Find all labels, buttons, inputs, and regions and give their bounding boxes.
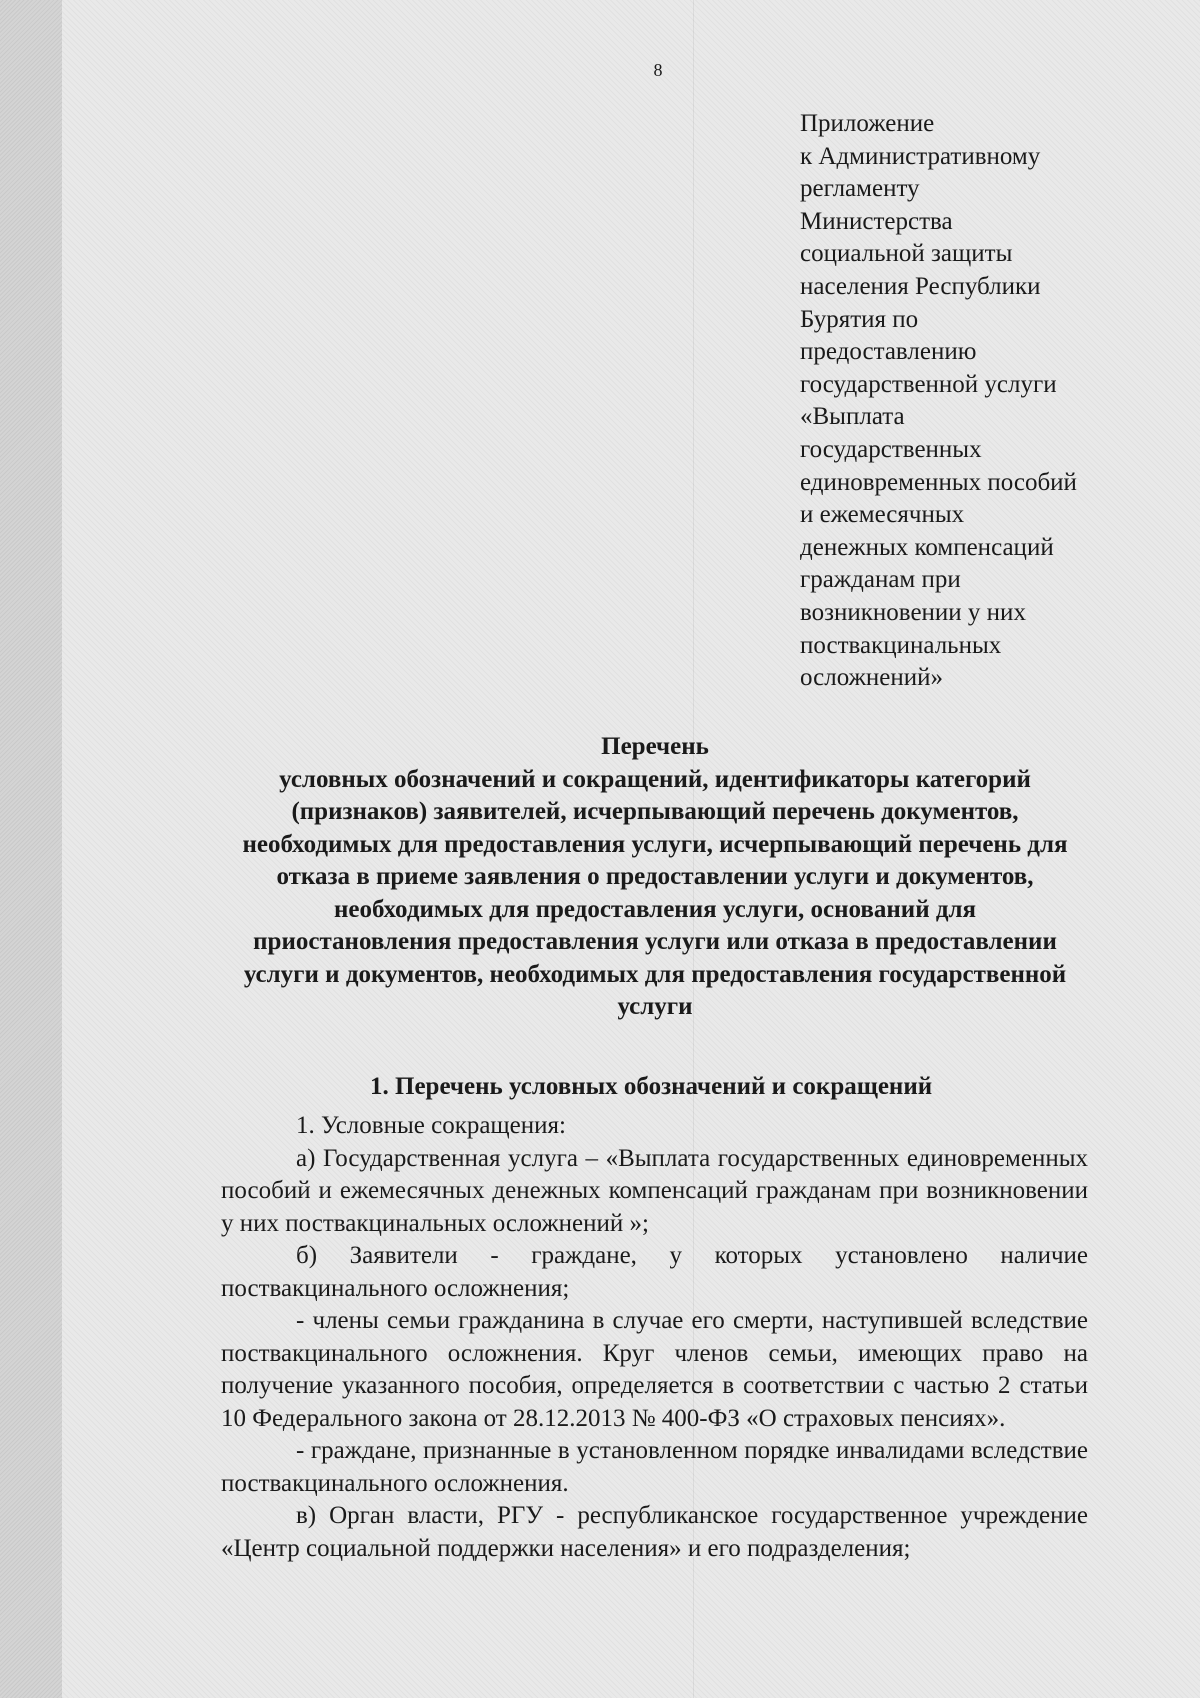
title-line: приостановления предоставления услуги или отказа в предоставлении <box>253 928 1057 955</box>
document-title <box>215 731 1095 1024</box>
appendix-line: государственных <box>800 435 982 463</box>
appendix-line: социальной защиты <box>800 240 1013 268</box>
title-line: услуги <box>617 993 693 1020</box>
title-line: необходимых для предоставления услуги, оснований для <box>333 895 977 923</box>
appendix-line: денежных компенсаций <box>800 533 1054 561</box>
paragraph: а) Государственная услуга – «Выплата государственных единовременных пособий и ежемесячных денежных компенсаций гражданам при возникновении у них поствакцинальных осложнений »; <box>221 1144 1088 1237</box>
scan-left-edge <box>0 0 62 1698</box>
title-line: отказа в приеме заявления о предоставлении услуги и документов, <box>276 863 1034 890</box>
paragraph: 1. Условные сокращения: <box>296 1112 566 1139</box>
appendix-line: Министерства <box>800 207 953 235</box>
title-line: необходимых для предоставления услуги, исчерпывающий перечень для <box>242 830 1068 858</box>
appendix-line: регламенту <box>800 175 920 203</box>
title-line: Перечень <box>601 733 709 760</box>
paragraph: в) Орган власти, РГУ - республиканское государственное учреждение «Центр социальной поддержки населения» и его подразделения; <box>221 1502 1088 1562</box>
appendix-line: Бурятия по <box>800 305 919 333</box>
appendix-line: к Административному <box>800 142 1041 170</box>
appendix-line: поствакцинальных <box>800 631 1002 659</box>
section-heading: 1. Перечень условных обозначений и сокращений <box>370 1073 933 1100</box>
appendix-line: гражданам при <box>800 566 961 594</box>
appendix-line: предоставлению <box>800 338 977 366</box>
appendix-note <box>800 108 1100 695</box>
page-number: 8 <box>653 60 663 80</box>
appendix-line: возникновении у них <box>800 598 1026 626</box>
section-body <box>221 1110 1088 1565</box>
title-line: услуги и документов, необходимых для предоставления государственной <box>243 960 1067 988</box>
appendix-line: единовременных пособий <box>800 468 1077 496</box>
paragraph: б) Заявители - граждане, у которых установлено наличие поствакцинального осложнения; <box>221 1242 1088 1302</box>
paragraph: - граждане, признанные в установленном порядке инвалидами вследствие поствакцинального осложнения. <box>221 1437 1088 1497</box>
appendix-line: осложнений» <box>800 664 943 692</box>
title-line: условных обозначений и сокращений, идентификаторы категорий <box>279 765 1031 793</box>
appendix-line: населения Республики <box>800 272 1041 300</box>
paragraph: - члены семьи гражданина в случае его смерти, наступившей вследствие поствакцинального осложнения. Круг членов семьи, имеющих право на получение указанного пособия, определяется в соответствии с частью 2 статьи 10 Федерального закона от 28.12.2013 № 400-ФЗ «О страховых пенсиях». <box>221 1307 1088 1432</box>
title-line: (признаков) заявителей, исчерпывающий перечень документов, <box>291 798 1019 825</box>
appendix-line: Приложение <box>800 110 935 137</box>
appendix-line: государственной услуги <box>800 370 1057 398</box>
appendix-line: и ежемесячных <box>800 501 965 529</box>
appendix-line: «Выплата <box>800 403 905 431</box>
